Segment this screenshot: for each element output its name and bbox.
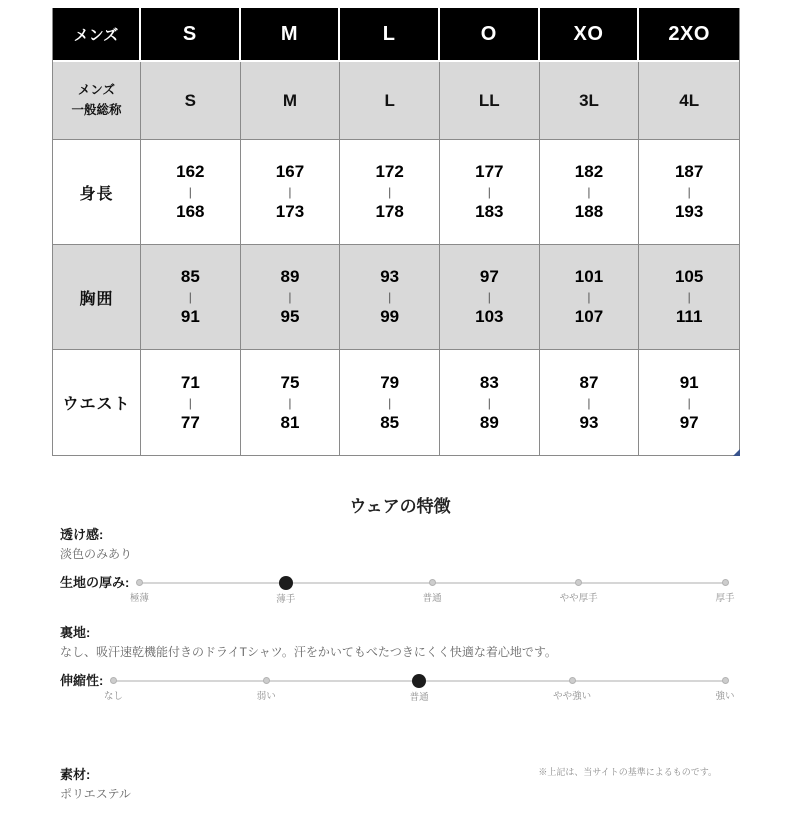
range-divider: | (288, 290, 292, 304)
range-max: 97 (679, 412, 699, 432)
header-cell-2xo: 2XO (639, 8, 739, 62)
alias-cell: 4L (639, 62, 739, 140)
alias-cell: LL (440, 62, 540, 140)
range-divider: | (188, 185, 192, 199)
alias-cell: M (241, 62, 341, 140)
range-min: 177 (475, 162, 504, 182)
row-label-chest: 胸囲 (53, 245, 141, 350)
thickness-stop-2 (397, 575, 467, 604)
range-max: 173 (275, 202, 305, 221)
range-max: 89 (479, 412, 499, 432)
thickness-stop-4 (690, 575, 760, 604)
range-min: 105 (674, 267, 704, 287)
range-divider: | (188, 290, 192, 304)
header-cell-m: M (241, 8, 341, 62)
thickness-stop-1 (251, 575, 321, 605)
range-divider: | (487, 290, 491, 304)
alias-label-line1: メンズ (77, 83, 116, 98)
range-max: 93 (579, 412, 599, 432)
range-min: 182 (574, 162, 604, 182)
range-min: 91 (679, 372, 699, 392)
range-cell (340, 245, 440, 350)
range-cell (241, 140, 341, 245)
lining-block (60, 625, 725, 661)
range-max: 193 (674, 202, 704, 221)
stretch-stop-0 (78, 673, 148, 702)
table-corner-marker (733, 449, 740, 456)
range-cell (639, 245, 739, 350)
thickness-label: 生地の厚み: (60, 575, 130, 590)
row-label-waist: ウエスト (53, 350, 141, 455)
stop-label: 薄手 (276, 594, 296, 605)
stretch-row (60, 673, 735, 709)
header-cell-s: S (141, 8, 241, 62)
range-max: 85 (380, 412, 400, 432)
lining-value: なし、吸汗速乾機能付きのドライTシャツ。汗をかいてもべたつきにくく快適な着心地です。 (60, 645, 557, 659)
slider-dot-icon (575, 579, 582, 586)
sheer-label: 透け感: (60, 527, 104, 542)
material-value: ポリエステル (60, 787, 131, 801)
stop-label: やや厚手 (559, 593, 598, 604)
range-divider: | (388, 395, 392, 410)
range-cell (639, 140, 739, 245)
thickness-stop-3 (544, 575, 614, 604)
range-cell (440, 140, 540, 245)
range-cell (540, 140, 640, 245)
thickness-stop-0 (104, 575, 174, 604)
range-max: 168 (176, 202, 205, 221)
range-divider: | (288, 185, 292, 199)
stretch-label: 伸縮性: (60, 673, 104, 688)
range-cell (241, 245, 341, 350)
slider-dot-icon (412, 674, 426, 688)
slider-dot-icon (279, 576, 293, 590)
range-min: 97 (479, 267, 499, 287)
features-title: ウェアの特徴 (349, 497, 451, 516)
range-cell (540, 350, 640, 455)
range-min: 101 (574, 267, 604, 287)
range-cell (141, 350, 241, 455)
header-cell-xo: XO (540, 8, 640, 62)
slider-dot-icon (263, 677, 270, 684)
range-max: 95 (280, 307, 300, 326)
range-divider: | (487, 395, 491, 410)
stop-label: 厚手 (715, 593, 735, 604)
alias-row-label (53, 62, 141, 140)
stop-label: 普通 (409, 692, 429, 703)
range-cell (241, 350, 341, 455)
header-cell-mens: メンズ (53, 8, 141, 62)
stretch-stop-2 (384, 673, 454, 703)
range-max: 183 (475, 202, 504, 221)
slider-dot-icon (569, 677, 576, 684)
row-label-height: 身長 (53, 140, 141, 245)
range-max: 178 (375, 202, 404, 221)
slider-dot-icon (429, 579, 436, 586)
slider-dot-icon (722, 677, 729, 684)
range-cell (340, 350, 440, 455)
header-cell-o: O (440, 8, 540, 62)
range-cell (540, 245, 640, 350)
range-min: 162 (176, 162, 205, 182)
range-divider: | (587, 290, 591, 304)
range-min: 167 (275, 162, 305, 182)
range-divider: | (587, 185, 591, 199)
range-max: 103 (475, 307, 504, 326)
range-cell (340, 140, 440, 245)
stop-label: 極薄 (129, 593, 149, 604)
range-min: 89 (280, 267, 300, 287)
stretch-slider (103, 673, 735, 707)
sheer-block (60, 527, 725, 563)
slider-dot-icon (722, 579, 729, 586)
range-max: 91 (180, 307, 200, 326)
range-min: 79 (380, 372, 400, 392)
stretch-stop-3 (537, 673, 607, 702)
range-divider: | (687, 395, 691, 410)
range-max: 111 (675, 307, 703, 326)
range-divider: | (587, 395, 591, 410)
stretch-stop-1 (231, 673, 301, 702)
stop-label: やや強い (553, 691, 592, 702)
stop-label: なし (103, 691, 123, 702)
range-min: 83 (479, 372, 499, 392)
range-divider: | (687, 185, 691, 199)
alias-label-line2: 一般総称 (71, 102, 122, 117)
material-label: 素材: (60, 767, 91, 782)
range-max: 81 (280, 412, 300, 432)
header-cell-l: L (340, 8, 440, 62)
range-min: 93 (380, 267, 400, 287)
thickness-row (60, 575, 735, 611)
range-cell (440, 245, 540, 350)
sheer-value: 淡色のみあり (60, 547, 133, 561)
range-max: 188 (574, 202, 604, 221)
range-min: 71 (180, 372, 200, 392)
alias-cell: S (141, 62, 241, 140)
alias-cell: L (340, 62, 440, 140)
range-cell (141, 140, 241, 245)
footnote: ※上記は、当サイトの基準によるものです。 (538, 767, 717, 777)
range-cell (440, 350, 540, 455)
range-divider: | (188, 395, 192, 410)
stop-label: 弱い (256, 691, 276, 702)
range-divider: | (288, 395, 292, 410)
size-table (52, 8, 740, 456)
range-max: 77 (180, 412, 200, 432)
range-min: 187 (674, 162, 704, 182)
slider-dot-icon (136, 579, 143, 586)
range-divider: | (388, 185, 392, 199)
range-min: 85 (180, 267, 200, 287)
range-divider: | (388, 290, 392, 304)
lining-label: 裏地: (60, 625, 91, 640)
stop-label: 強い (715, 691, 735, 702)
range-cell (141, 245, 241, 350)
range-min: 87 (579, 372, 599, 392)
thickness-slider (129, 575, 735, 609)
stretch-stop-4 (690, 673, 760, 702)
range-divider: | (687, 290, 691, 304)
slider-dot-icon (110, 677, 117, 684)
range-min: 75 (280, 372, 300, 392)
range-max: 99 (380, 307, 400, 326)
alias-cell: 3L (540, 62, 640, 140)
range-max: 107 (574, 307, 604, 326)
stop-label: 普通 (422, 593, 442, 604)
range-divider: | (487, 185, 491, 199)
range-cell (639, 350, 739, 455)
range-min: 172 (375, 162, 404, 182)
